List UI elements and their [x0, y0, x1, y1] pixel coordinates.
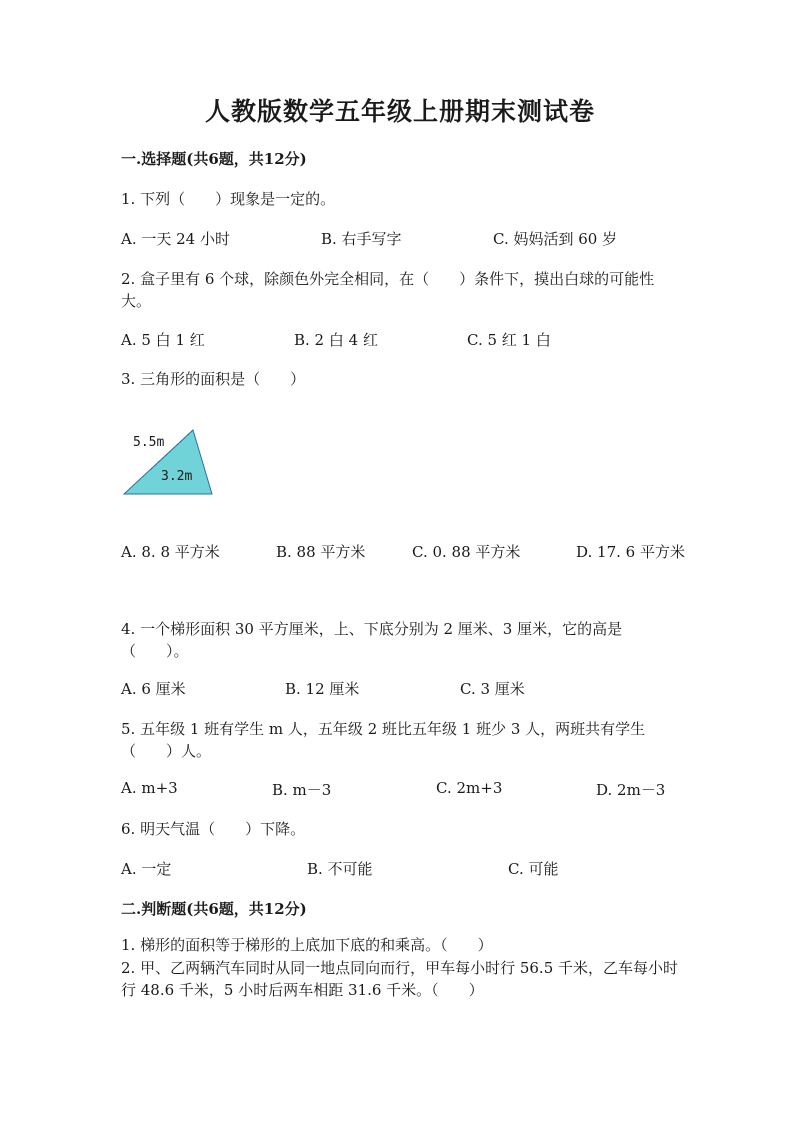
q1-option-a: A. 一天 24 小时 — [121, 230, 230, 248]
q3-option-c: C. 0. 88 平方米 — [412, 543, 521, 561]
judge-question-2: 2. 甲、乙两辆汽车同时从同一地点同向而行，甲车每小时行 56.5 千米，乙车每小时行 48.6 千米，5 小时后两车相距 31.6 千米。（ ） — [121, 959, 679, 999]
q1-option-b: B. 右手写字 — [321, 230, 402, 248]
page-title: 人教版数学五年级上册期末测试卷 — [204, 97, 595, 126]
question-5: 5. 五年级 1 班有学生 m 人，五年级 2 班比五年级 1 班少 3 人，两班共有学生（ ）人。 — [121, 720, 646, 760]
q6-option-b: B. 不可能 — [307, 860, 373, 878]
question-6: 6. 明天气温（ ）下降。 — [121, 820, 306, 838]
question-1: 1. 下列（ ）现象是一定的。 — [121, 190, 336, 208]
q6-option-a: A. 一定 — [121, 860, 172, 878]
q4-option-b: B. 12 厘米 — [285, 680, 360, 698]
q5-option-a: A. m+3 — [121, 779, 178, 797]
side-label: 5.5m — [133, 435, 165, 450]
q5-option-b: B. m－3 — [272, 781, 332, 799]
triangle-diagram — [121, 424, 221, 498]
q2-option-a: A. 5 白 1 红 — [121, 331, 205, 349]
question-2: 2. 盒子里有 6 个球，除颜色外完全相同，在（ ）条件下，摸出白球的可能性大。 — [121, 270, 655, 310]
q4-option-a: A. 6 厘米 — [121, 680, 186, 698]
question-4: 4. 一个梯形面积 30 平方厘米，上、下底分别为 2 厘米、3 厘米，它的高是（ ）。 — [121, 620, 623, 660]
q5-option-d: D. 2m－3 — [596, 781, 666, 799]
q6-option-c: C. 可能 — [508, 860, 559, 878]
section-heading-choice: 一.选择题(共6题，共12分) — [121, 150, 307, 168]
q2-option-b: B. 2 白 4 红 — [294, 331, 378, 349]
q3-option-a: A. 8. 8 平方米 — [121, 543, 220, 561]
q5-option-c: C. 2m+3 — [436, 779, 503, 797]
triangle-figure — [121, 424, 221, 502]
q3-option-b: B. 88 平方米 — [276, 543, 366, 561]
q3-option-d: D. 17. 6 平方米 — [576, 543, 685, 561]
judge-question-1: 1. 梯形的面积等于梯形的上底加下底的和乘高。（ ） — [121, 936, 493, 954]
q1-option-c: C. 妈妈活到 60 岁 — [493, 230, 618, 248]
q4-option-c: C. 3 厘米 — [460, 680, 525, 698]
height-label: 3.2m — [161, 469, 193, 484]
section-heading-judge: 二.判断题(共6题，共12分) — [121, 900, 307, 918]
question-3: 3. 三角形的面积是（ ） — [121, 370, 306, 388]
q2-option-c: C. 5 红 1 白 — [467, 331, 551, 349]
